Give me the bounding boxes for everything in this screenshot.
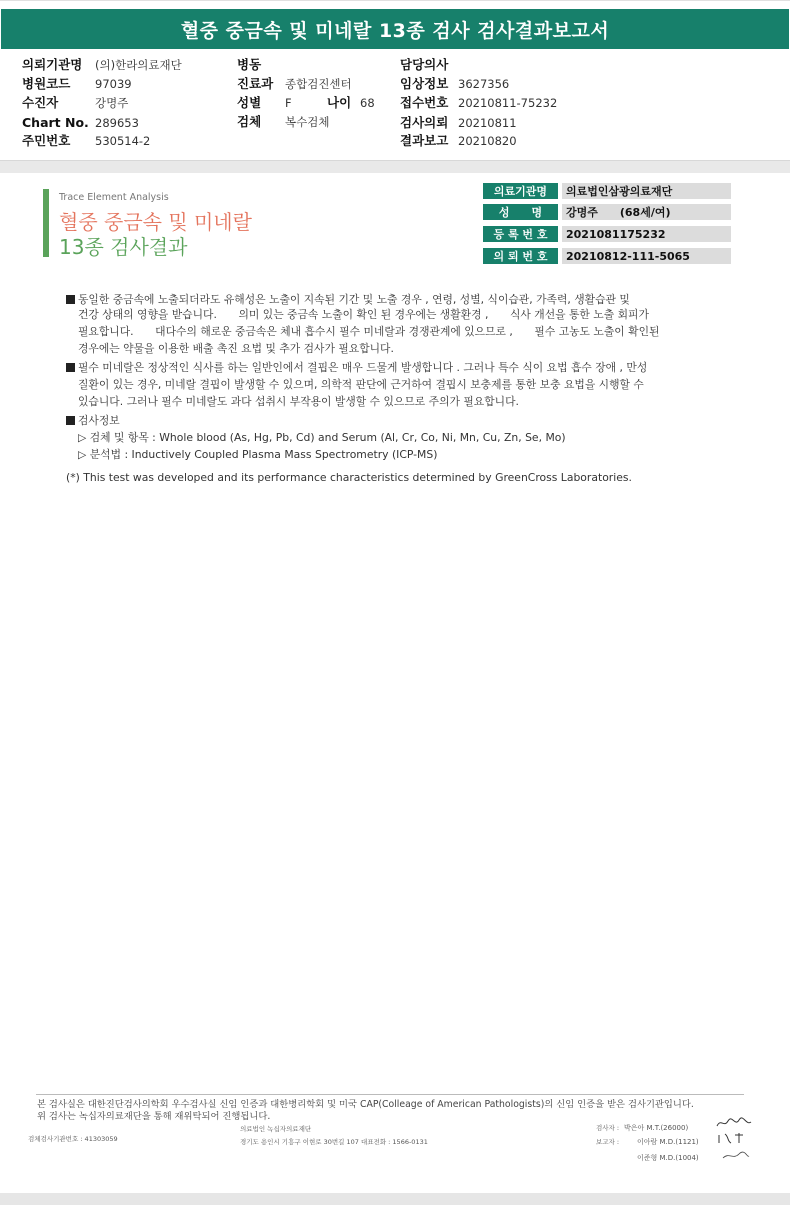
rrn-label: 주민번호 bbox=[22, 133, 71, 148]
paragraph-line: 경우에는 약물을 이용한 배출 촉진 요법 및 추가 검사가 필요합니다. bbox=[78, 342, 394, 355]
right-table-row bbox=[483, 226, 731, 242]
heading-line-1: 혈중 중금속 및 미네랄 bbox=[59, 210, 252, 234]
test-info-heading bbox=[66, 412, 120, 429]
paragraph-text: 검사정보 bbox=[78, 414, 120, 427]
receipt-label: 접수번호 bbox=[400, 95, 449, 110]
paragraph-line: 있습니다. 그러나 필수 미네랄도 과다 섭취시 부작용이 발생할 수 있으므로 주의가 필요합니다. bbox=[78, 395, 519, 408]
test-request-label: 검사의뢰 bbox=[400, 115, 449, 130]
patient-label: 수진자 bbox=[22, 95, 59, 110]
right-table-value: 20210812-111-5065 bbox=[562, 248, 731, 264]
bullet-square-icon bbox=[66, 295, 75, 304]
signature-reporter-2 bbox=[721, 1148, 751, 1162]
sex-value: F bbox=[285, 96, 292, 110]
paragraph-line bbox=[66, 359, 647, 376]
result-report-label: 결과보고 bbox=[400, 133, 449, 148]
reporter-label: 보고자 : bbox=[596, 1138, 620, 1146]
specimen-label: 검체 bbox=[237, 114, 262, 129]
right-table-value: 의료법인삼광의료재단 bbox=[562, 183, 731, 199]
right-table-row bbox=[483, 183, 731, 199]
rrn-value: 530514-2 bbox=[95, 134, 151, 148]
patient-value: 강명주 bbox=[95, 96, 129, 110]
chart-label: Chart No. bbox=[22, 115, 89, 130]
test-info-specimen: ▷ 검체 및 항목 : Whole blood (As, Hg, Pb, Cd) and Serum (Al, Cr, Co, Ni, Mn, Cu, Zn, Se, Mo) bbox=[78, 431, 566, 444]
heading-accent-bar bbox=[43, 189, 49, 257]
footer-org-code: 검체검사기관번호 : 41303059 bbox=[28, 1135, 118, 1143]
ward-label: 병동 bbox=[237, 57, 262, 72]
reporter-name-1: 이아람 M.D.(1121) bbox=[637, 1138, 699, 1146]
signature-tester bbox=[715, 1116, 753, 1130]
footer-divider bbox=[36, 1094, 744, 1095]
footnote: (*) This test was developed and its performance characteristics determined by GreenCross Laboratories. bbox=[66, 471, 632, 484]
right-table-value: 2021081175232 bbox=[562, 226, 731, 242]
right-table-row bbox=[483, 248, 731, 264]
right-table-key: 의 뢰 번 호 bbox=[483, 248, 558, 264]
test-request-value: 20210811 bbox=[458, 116, 517, 130]
result-report-value: 20210820 bbox=[458, 134, 517, 148]
right-table-key: 의료기관명 bbox=[483, 183, 558, 199]
chart-value: 289653 bbox=[95, 116, 139, 130]
clinical-value: 3627356 bbox=[458, 77, 510, 91]
title-band bbox=[0, 0, 790, 50]
heading-line-2: 13종 검사결과 bbox=[59, 235, 188, 259]
dept-label: 진료과 bbox=[237, 76, 274, 91]
footer-consign-line: 위 검사는 녹십자의료재단을 통해 재위탁되어 진행됩니다. bbox=[37, 1111, 271, 1122]
section-heading bbox=[43, 189, 273, 257]
paragraph-line: 질환이 있는 경우, 미네랄 결핍이 발생할 수 있으며, 의학적 판단에 근거하여 결핍시 보충제를 통한 보충 요법을 시행할 수 bbox=[78, 378, 644, 391]
bullet-square-icon bbox=[66, 363, 75, 372]
bottom-divider bbox=[0, 1193, 790, 1205]
dept-value: 종합검진센터 bbox=[285, 77, 352, 91]
footer-address: 경기도 용인시 기흥구 이현로 30번길 107 대표전화 : 1566-0131 bbox=[240, 1138, 428, 1146]
hospital-value: (의)한라의료재단 bbox=[95, 58, 182, 72]
footer-org-name: 의료법인 녹십자의료재단 bbox=[240, 1125, 312, 1133]
test-info-method: ▷ 분석법 : Inductively Coupled Plasma Mass Spectrometry (ICP-MS) bbox=[78, 448, 438, 461]
age-label: 나이 bbox=[327, 95, 352, 110]
footer-cert-line: 본 검사실은 대한진단검사의학회 우수검사실 신임 인증과 대한병리학회 및 미국 CAP(Colleage of American Pathologists)의 신임 인증을 받은 검사기관입니다. bbox=[37, 1099, 694, 1110]
bullet-square-icon bbox=[66, 416, 75, 425]
right-table-row bbox=[483, 204, 731, 220]
age-value: 68 bbox=[360, 96, 375, 110]
right-table-value: 강명주 (68세/여) bbox=[562, 204, 731, 220]
hospital-code-label: 병원코드 bbox=[22, 76, 71, 91]
report-title: 혈중 중금속 및 미네랄 13종 검사 검사결과보고서 bbox=[1, 9, 789, 49]
clinical-label: 임상정보 bbox=[400, 76, 449, 91]
paragraph-text: 필수 미네랄은 정상적인 식사를 하는 일반인에서 결핍은 매우 드물게 발생합니다 . 그러나 특수 식이 요법 흡수 장애 , 만성 bbox=[78, 361, 648, 374]
sex-label: 성별 bbox=[237, 95, 262, 110]
paragraph-line: 필요합니다. 대다수의 해로운 중금속은 체내 흡수시 필수 미네랄과 경쟁관계에 있으므로 , 필수 고농도 노출이 확인된 bbox=[78, 325, 660, 338]
hospital-code-value: 97039 bbox=[95, 77, 132, 91]
patient-info bbox=[0, 50, 790, 160]
section-divider bbox=[0, 161, 790, 173]
signature-reporter-1 bbox=[717, 1131, 749, 1145]
heading-eyebrow: Trace Element Analysis bbox=[59, 192, 169, 203]
tester-label: 검사자 : bbox=[596, 1124, 620, 1132]
hospital-label: 의뢰기관명 bbox=[22, 57, 83, 72]
specimen-value: 복수검체 bbox=[285, 115, 330, 129]
receipt-value: 20210811-75232 bbox=[458, 96, 558, 110]
right-table-key: 등 록 번 호 bbox=[483, 226, 558, 242]
reporter-name-2: 이준형 M.D.(1004) bbox=[637, 1154, 699, 1162]
right-table-key: 성 명 bbox=[483, 204, 558, 220]
paragraph-text: 동일한 중금속에 노출되더라도 유해성은 노출이 지속된 기간 및 노출 경우 , 연령, 성별, 식이습관, 가족력, 생활습관 및 bbox=[78, 293, 630, 306]
doctor-label: 담당의사 bbox=[400, 57, 449, 72]
tester-name: 박은아 M.T.(26000) bbox=[624, 1124, 689, 1132]
paragraph-line: 건강 상태의 영향을 받습니다. 의미 있는 중금속 노출이 확인 된 경우에는 생활환경 , 식사 개선을 통한 노출 회피가 bbox=[78, 308, 649, 321]
